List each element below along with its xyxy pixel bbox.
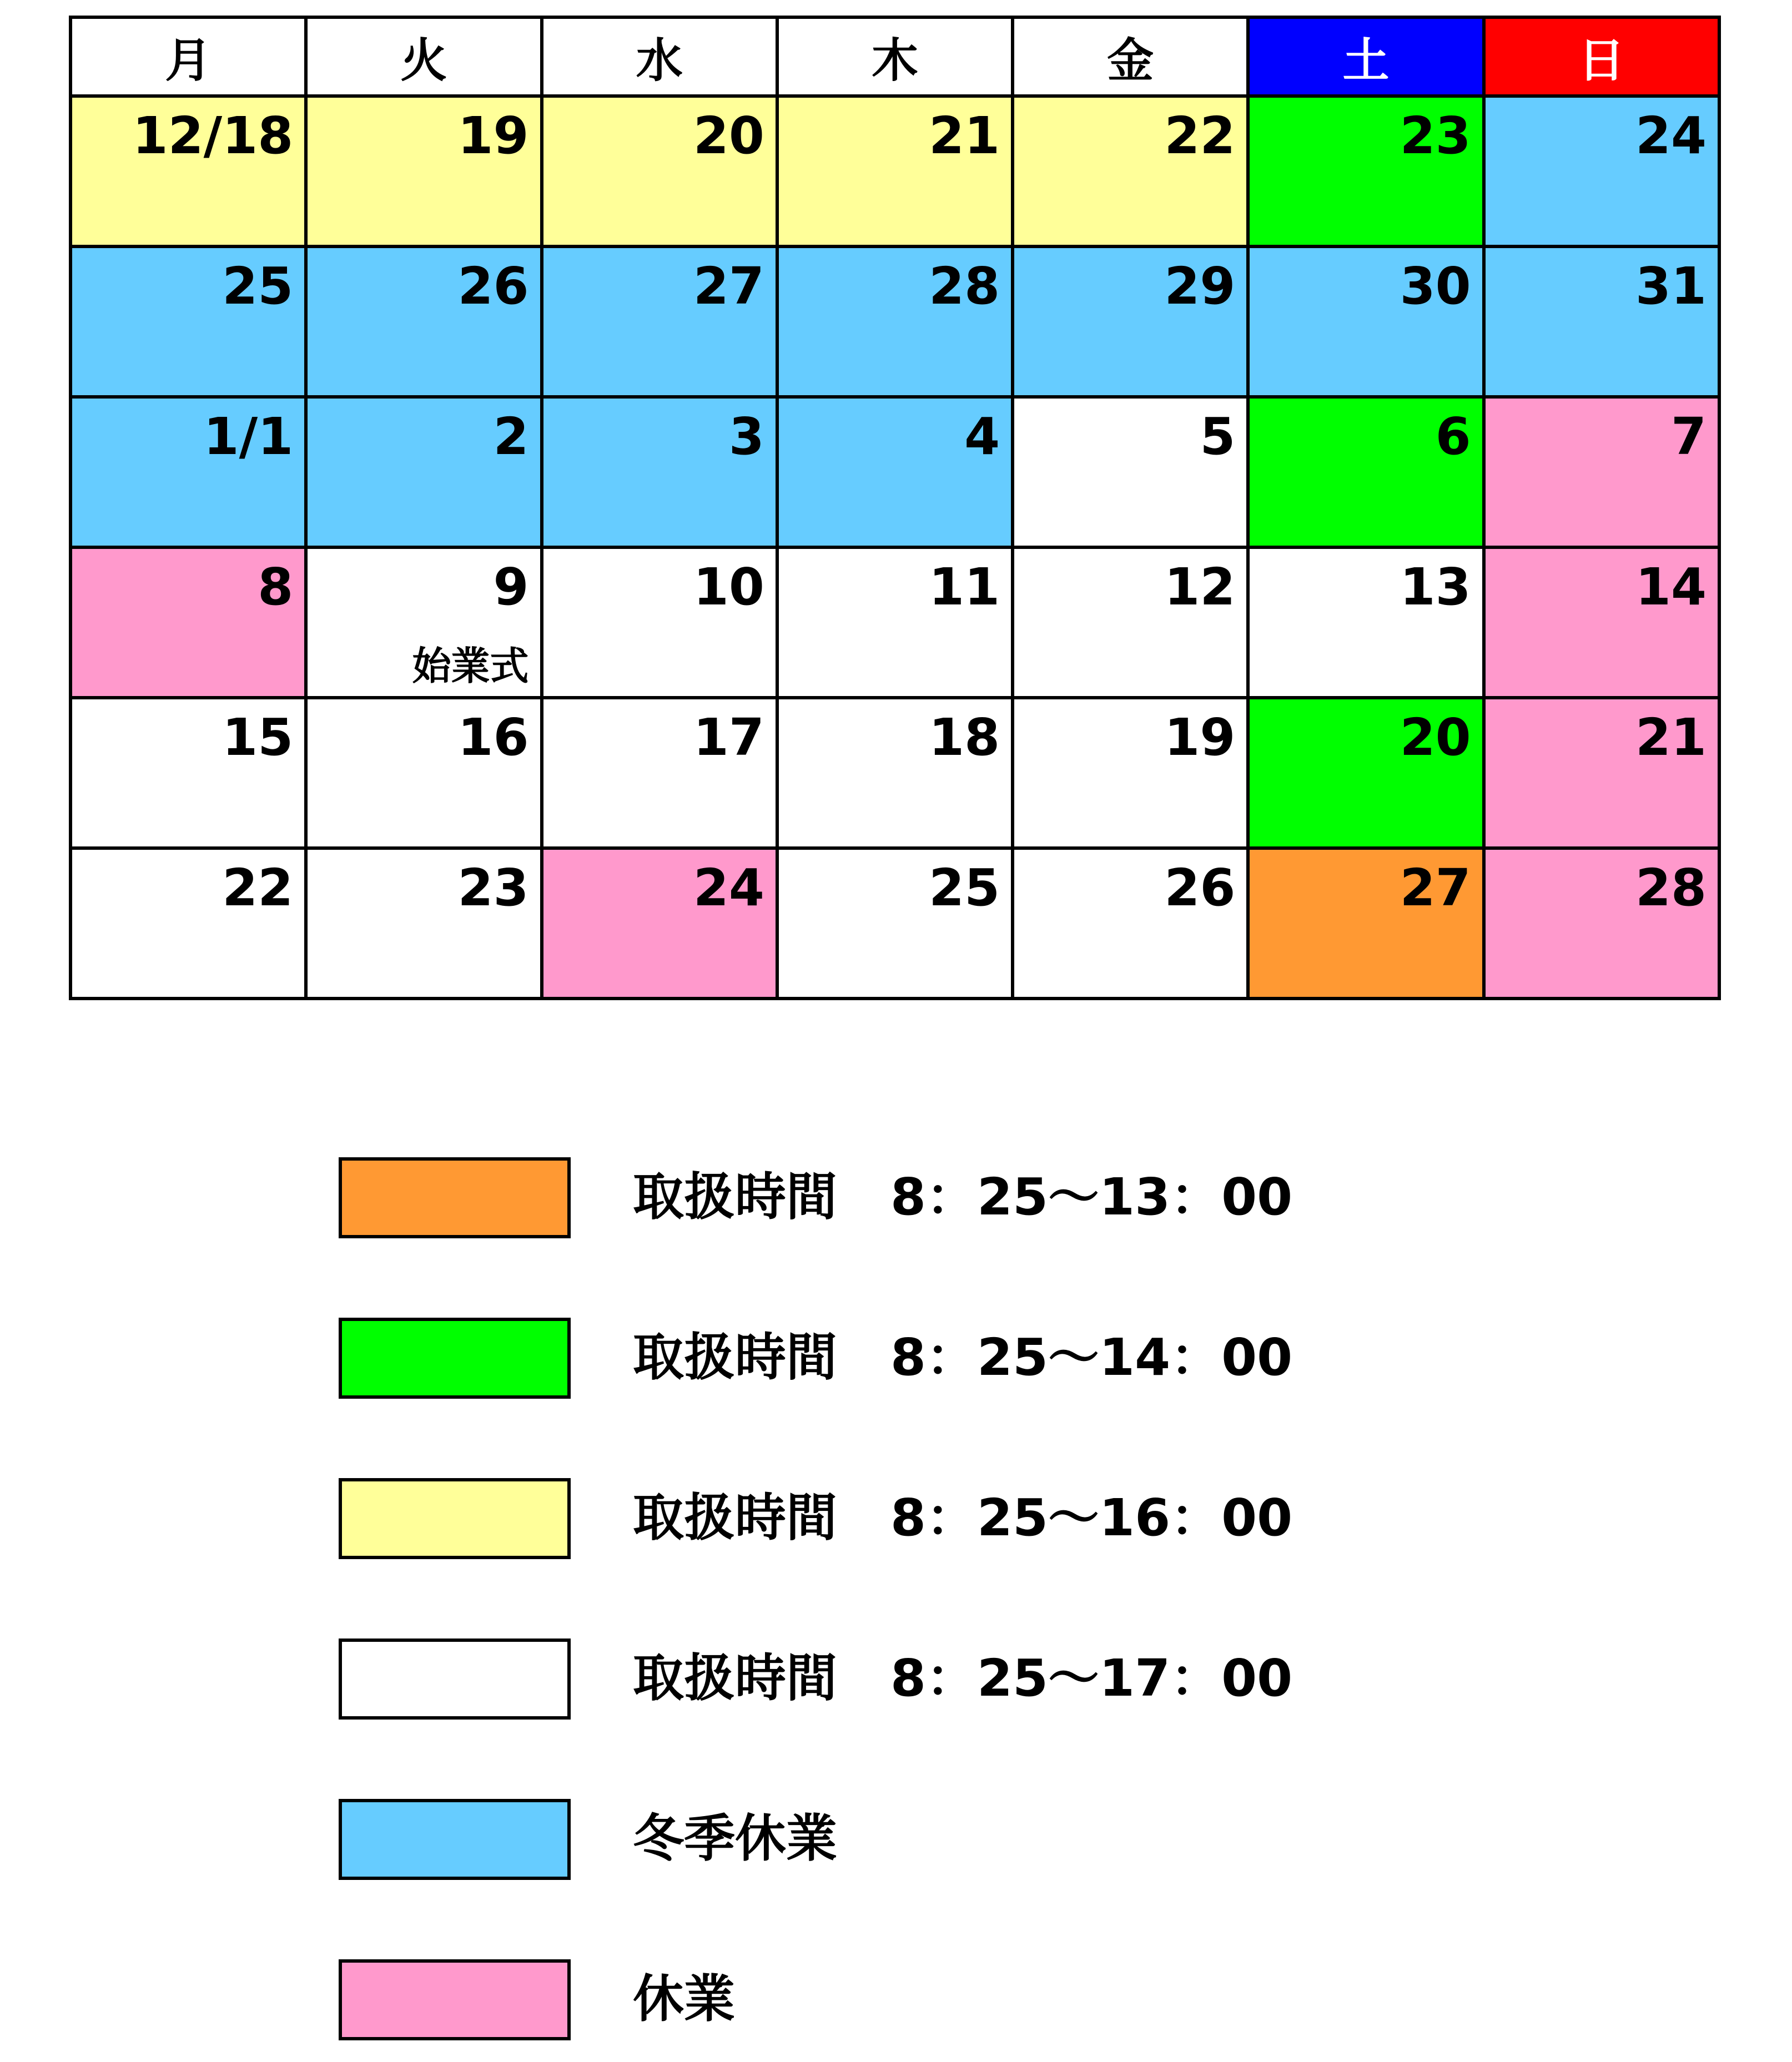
day-number: 1/1 [203,407,294,466]
calendar-day-cell [1013,96,1248,246]
calendar-day-cell [306,848,541,999]
day-number: 23 [1400,106,1471,165]
day-number: 24 [693,858,764,917]
weekday-header-thu: 木 [777,17,1013,96]
legend-time: 8：25～16：00 [890,1488,1293,1547]
calendar-day-cell [777,848,1013,999]
day-number: 14 [1635,557,1707,617]
calendar-day-cell [542,547,777,698]
day-number: 17 [693,708,764,767]
calendar-day-cell [542,246,777,397]
legend-item [339,1318,1560,1399]
calendar-day-cell [1248,547,1483,698]
legend-time: 8：25～14：00 [890,1328,1293,1387]
calendar-day-cell [306,246,541,397]
calendar-day-cell [777,698,1013,848]
legend-text [633,1167,1293,1227]
day-number: 8 [258,557,294,617]
day-number: 25 [222,256,294,316]
legend-label: 取扱時間 [633,1328,838,1387]
legend-swatch [339,1638,571,1720]
legend-time: 8：25～13：00 [890,1167,1293,1227]
legend-label: 取扱時間 [633,1167,838,1227]
calendar-day-cell [1013,397,1248,547]
day-number: 11 [929,557,1000,617]
legend-label: 取扱時間 [633,1648,838,1708]
day-number: 12/18 [132,106,294,165]
legend-item [339,1478,1560,1559]
calendar-day-cell [71,246,306,397]
calendar-day-cell [306,96,541,246]
legend-text [633,1488,1293,1547]
day-number: 6 [1435,407,1471,466]
calendar-day-cell [306,547,541,698]
day-number: 26 [1164,858,1236,917]
day-number: 27 [1400,858,1471,917]
calendar-day-cell [1484,848,1719,999]
calendar-day-cell [71,96,306,246]
legend-item [339,1638,1560,1720]
legend-text [633,1809,838,1868]
weekday-header-row [71,17,1719,96]
day-number: 9 [493,557,529,617]
calendar-day-cell [71,397,306,547]
day-number: 21 [1635,708,1707,767]
calendar-day-cell [777,547,1013,698]
day-number: 4 [964,407,1000,466]
day-number: 31 [1635,256,1707,316]
calendar-day-cell [71,698,306,848]
weekday-header-sun: 日 [1484,17,1719,96]
calendar-day-cell [1484,698,1719,848]
legend-swatch [339,1478,571,1559]
legend-label: 冬季休業 [633,1809,838,1868]
day-number: 7 [1670,407,1707,466]
day-number: 26 [457,256,529,316]
calendar-day-cell [71,848,306,999]
day-number: 19 [457,106,529,165]
calendar-week-row [71,96,1719,246]
weekday-header-mon: 月 [71,17,306,96]
calendar-week-row [71,397,1719,547]
legend-swatch [339,1157,571,1238]
calendar-day-cell [542,96,777,246]
calendar-day-cell [1248,698,1483,848]
legend-item [339,1157,1560,1238]
day-number: 13 [1400,557,1471,617]
day-number: 24 [1635,106,1707,165]
day-number: 15 [222,708,294,767]
day-number: 28 [929,256,1000,316]
calendar-day-cell [306,397,541,547]
weekday-header-tue: 火 [306,17,541,96]
calendar-day-cell [542,848,777,999]
legend-label: 休業 [633,1969,736,2029]
calendar-day-cell [1248,397,1483,547]
calendar-day-cell [1484,397,1719,547]
calendar-day-cell [542,698,777,848]
calendar-week-row [71,848,1719,999]
calendar-week-row [71,246,1719,397]
calendar-day-cell [1013,246,1248,397]
day-number: 20 [693,106,764,165]
legend-time: 8：25～17：00 [890,1648,1293,1708]
day-number: 25 [929,858,1000,917]
calendar-day-cell [777,96,1013,246]
legend-item [339,1959,1560,2040]
calendar-day-cell [777,397,1013,547]
calendar-day-cell [71,547,306,698]
day-number: 22 [1164,106,1236,165]
day-number: 18 [929,708,1000,767]
calendar-day-cell [1248,246,1483,397]
calendar-week-row [71,698,1719,848]
day-number: 23 [457,858,529,917]
weekday-header-sat: 土 [1248,17,1483,96]
calendar-day-cell [1484,547,1719,698]
legend-label: 取扱時間 [633,1488,838,1547]
day-number: 20 [1400,708,1471,767]
day-number: 29 [1164,256,1236,316]
day-number: 12 [1164,557,1236,617]
day-number: 10 [693,557,764,617]
day-number: 3 [728,407,764,466]
legend-swatch [339,1318,571,1399]
day-number: 19 [1164,708,1236,767]
calendar-day-cell [1013,848,1248,999]
calendar-day-cell [777,246,1013,397]
day-number: 27 [693,256,764,316]
day-number: 16 [457,708,529,767]
legend-item [339,1799,1560,1880]
calendar-day-cell [1484,246,1719,397]
calendar-day-cell [1248,848,1483,999]
legend-swatch [339,1799,571,1880]
schedule-calendar [69,16,1721,1000]
legend-swatch [339,1959,571,2040]
calendar-day-cell [1013,547,1248,698]
day-number: 28 [1635,858,1707,917]
calendar-day-cell [542,397,777,547]
weekday-header-wed: 水 [542,17,777,96]
day-number: 22 [222,858,294,917]
calendar-day-cell [306,698,541,848]
legend-text [633,1328,1293,1387]
calendar-body [71,96,1719,999]
calendar-week-row [71,547,1719,698]
legend-text [633,1969,736,2029]
day-number: 2 [493,407,529,466]
calendar-day-cell [1248,96,1483,246]
calendar-day-cell [1013,698,1248,848]
day-number: 5 [1200,407,1236,466]
day-number: 21 [929,106,1000,165]
weekday-header-fri: 金 [1013,17,1248,96]
day-note: 始業式 [412,643,529,689]
calendar-day-cell [1484,96,1719,246]
legend-text [633,1648,1293,1708]
day-number: 30 [1400,256,1471,316]
